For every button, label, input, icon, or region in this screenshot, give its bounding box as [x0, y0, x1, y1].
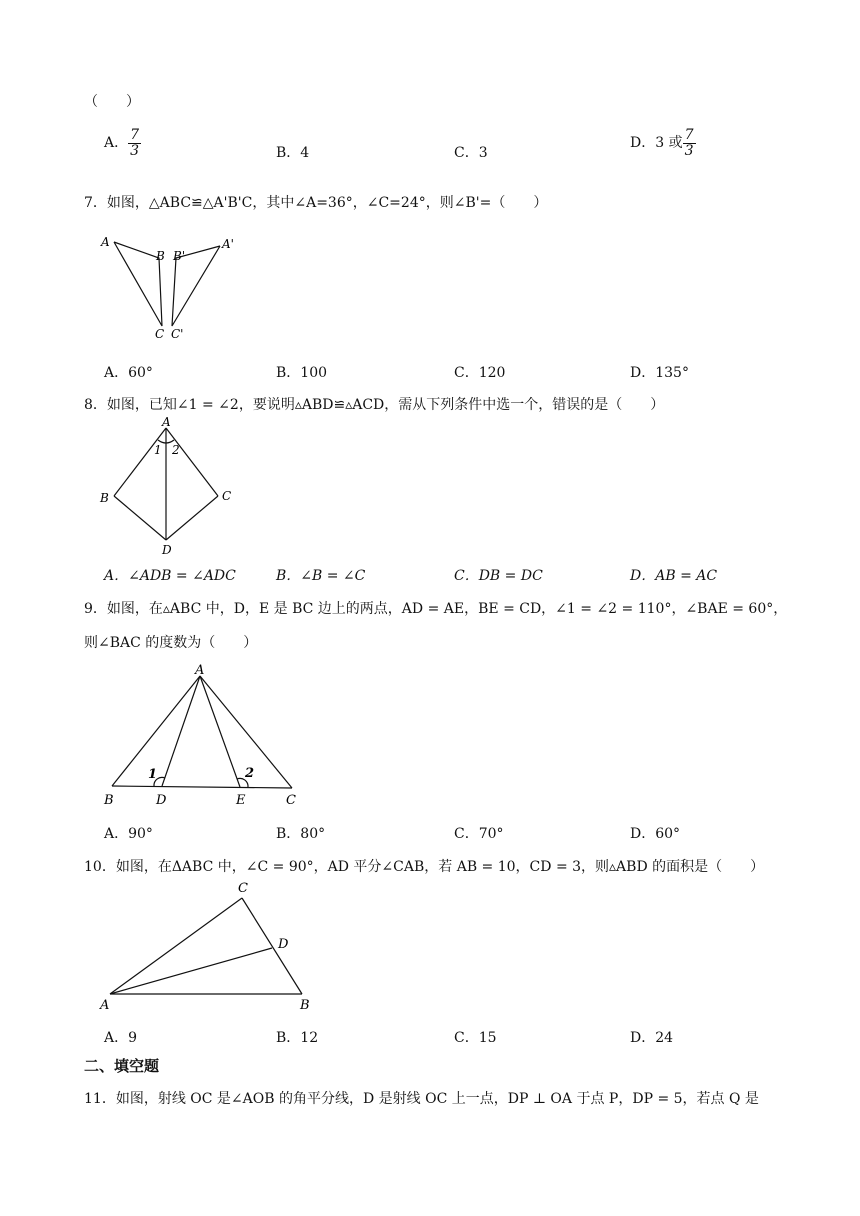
q6-option-b: B．4 [276, 145, 310, 161]
q10-stem: 10．如图，在ΔABC 中，∠C = 90°，AD 平分∠CAB，若 AB = 10，CD = 3，则▵ABD 的面积是（ ） [84, 859, 765, 875]
q7-label-b-prime: B' [173, 249, 186, 263]
q6-option-d-fraction [683, 128, 696, 158]
q11-stem: 11．如图，射线 OC 是∠AOB 的角平分线，D 是射线 OC 上一点，DP ⊥ OA 于点 P，DP = 5，若点 Q 是 [84, 1091, 759, 1107]
q9-label-angle-1: 1 [148, 767, 158, 782]
q9-figure [100, 660, 320, 810]
q8-option-a: A．∠ADB = ∠ADC [104, 568, 236, 584]
q8-option-c: C．DB = DC [454, 568, 543, 584]
q8-figure [96, 416, 246, 556]
q7-figure [98, 232, 248, 342]
q8-label-c: C [222, 489, 232, 503]
q7-label-c-prime: C' [171, 327, 184, 341]
q6-option-d [630, 128, 696, 158]
q9-stem-line2: 则∠BAC 的度数为（ ） [84, 635, 258, 651]
q8-label-d: D [162, 543, 172, 556]
q8-label-angle-2: 2 [172, 443, 180, 457]
q6-option-c: C．3 [454, 145, 488, 161]
q8-label-b: B [100, 491, 109, 505]
q9-label-a: A [195, 663, 205, 678]
q9-option-b: B．80° [276, 826, 326, 842]
q6-option-d-label: D．3 或 [630, 135, 683, 152]
q7-option-b: B．100 [276, 365, 328, 381]
q6-option-a-fraction [128, 128, 141, 158]
q9-stem-line1: 9．如图，在▵ABC 中，D，E 是 BC 边上的两点，AD = AE，BE = CD，∠1 = ∠2 = 110°，∠BAE = 60°， [84, 601, 788, 617]
q7-label-a-prime: A' [222, 237, 234, 251]
q10-label-d: D [278, 937, 289, 952]
q10-option-a: A．9 [104, 1030, 138, 1046]
q7-option-a: A．60° [104, 365, 153, 381]
q9-label-d: D [156, 793, 167, 808]
q8-option-d: D．AB = AC [630, 568, 718, 584]
q9-label-e: E [236, 793, 246, 808]
q7-triangle-abc [114, 242, 162, 326]
q10-option-d: D．24 [630, 1030, 674, 1046]
q7-option-c: C．120 [454, 365, 506, 381]
q8-label-a: A [162, 416, 171, 429]
q8-label-angle-1: 1 [154, 443, 162, 457]
q6-option-d-denominator: 3 [684, 142, 694, 159]
q7-label-c: C [155, 327, 165, 341]
q10-label-a: A [100, 998, 110, 1013]
q9-option-a: A．90° [104, 826, 153, 842]
q6-option-a-numerator: 7 [130, 127, 140, 143]
q9-label-b: B [104, 793, 114, 808]
q6-stem-tail: （ ） [84, 94, 140, 110]
q8-stem: 8．如图，已知∠1 = ∠2，要说明▵ABD≌▵ACD，需从下列条件中选一个，错误的是（ ） [84, 397, 665, 413]
q9-option-c: C．70° [454, 826, 504, 842]
q10-label-c: C [238, 881, 248, 896]
q9-option-d: D．60° [630, 826, 681, 842]
q10-figure [96, 876, 336, 1016]
q7-label-a: A [101, 235, 110, 249]
q7-option-d: D．135° [630, 365, 689, 381]
q6-option-a-denominator: 3 [130, 142, 140, 159]
q10-label-b: B [300, 998, 310, 1013]
q8-option-b: B．∠B = ∠C [276, 568, 366, 584]
q6-option-a [104, 128, 141, 158]
q7-label-b: B [156, 249, 165, 263]
q10-option-b: B．12 [276, 1030, 319, 1046]
section-fill-in-title: 二、填空题 [84, 1057, 160, 1075]
q7-stem: 7．如图，△ABC≌△A'B'C，其中∠A=36°，∠C=24°，则∠B'=（ ） [84, 195, 548, 211]
q6-option-a-label: A． [104, 135, 129, 152]
q6-option-d-numerator: 7 [684, 127, 694, 143]
q9-label-angle-2: 2 [245, 766, 255, 781]
q10-option-c: C．15 [454, 1030, 497, 1046]
q9-label-c: C [286, 793, 296, 808]
